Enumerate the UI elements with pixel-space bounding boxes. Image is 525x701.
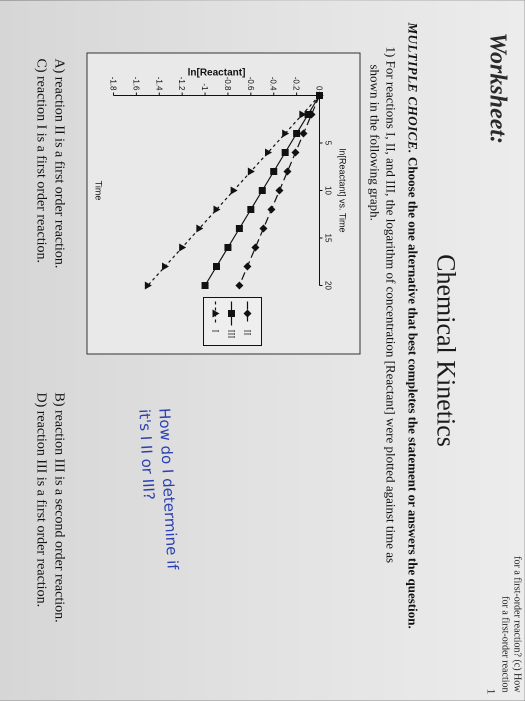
y-axis-label: ln[Reactant]: [187, 67, 246, 79]
answer-option-a[interactable]: A) reaction II is a first order reaction.: [51, 58, 67, 269]
data-point-I: [162, 263, 169, 271]
answer-option-c[interactable]: C) reaction I is a first order reaction.: [33, 58, 49, 263]
x-axis-label: Time: [93, 180, 104, 201]
data-point-II: [299, 130, 307, 138]
x-tick-label: 15: [323, 233, 333, 243]
worksheet-page: [0, 1, 525, 701]
legend-label-III: III: [226, 329, 237, 339]
y-tick-label: -1.6: [131, 76, 141, 91]
ln-reactant-chart: [88, 54, 360, 354]
instructions-body: Choose the one alternative that best completes the statement or answers the question.: [405, 157, 421, 629]
legend-marker-III: [228, 310, 235, 317]
data-point-II: [267, 206, 275, 214]
handwritten-note: [134, 408, 182, 572]
data-point-III: [202, 282, 209, 289]
data-point-III: [247, 206, 254, 213]
data-point-II: [251, 244, 259, 252]
y-tick-label: -0.2: [291, 76, 301, 91]
chart-title: ln[Reactant] vs. Time: [337, 148, 348, 233]
question-line-1: [383, 47, 399, 564]
question-line-2: shown in the following graph.: [367, 64, 383, 221]
data-point-II: [235, 282, 243, 290]
x-tick-label: 20: [323, 281, 333, 290]
y-tick-label: -0.4: [268, 76, 278, 91]
instructions-head: MULTIPLE CHOICE.: [405, 22, 421, 154]
handwritten-line-2: it's I II or III?: [135, 408, 159, 501]
data-point-III: [213, 263, 220, 270]
y-tick-label: -1.8: [108, 76, 118, 91]
corner-line-2: for a first-order reaction: [499, 596, 511, 693]
corner-previous-text: [499, 556, 523, 692]
y-tick-label: -1.4: [154, 76, 164, 91]
data-point-I: [231, 187, 238, 195]
corner-line-1: for a first-order reaction? (c) How: [511, 556, 523, 693]
answer-option-d[interactable]: D) reaction III is a first order reaction.: [33, 392, 49, 608]
chart-frame: [87, 53, 361, 355]
handwritten-line-1: How do I determine if: [155, 407, 182, 570]
rotated-page: [0, 1, 525, 701]
y-tick-label: -0.8: [222, 76, 232, 91]
y-tick-label: -0.6: [245, 76, 255, 91]
data-point-II: [283, 168, 291, 176]
question-number: 1): [383, 46, 399, 58]
question-text-1: For reactions I, II, and III, the logarithm of concentration [Reactant] were plotted against time as: [383, 60, 399, 564]
answer-option-b[interactable]: B) reaction III is a second order reaction.: [51, 392, 67, 623]
data-point-II: [291, 149, 299, 157]
data-point-II: [275, 187, 283, 195]
data-point-I: [282, 130, 289, 138]
page-title: Chemical Kinetics: [431, 254, 461, 447]
worksheet-label: Worksheet:: [484, 32, 511, 145]
y-tick-label: -1: [200, 83, 210, 91]
legend-label-I: I: [210, 329, 221, 333]
data-point-III: [236, 225, 243, 232]
data-point-II: [243, 263, 251, 271]
y-tick-label: 0: [314, 86, 324, 91]
data-point-III: [270, 168, 277, 175]
x-tick-label: 5: [323, 140, 333, 146]
x-tick-label: 10: [323, 186, 333, 195]
data-point-II: [259, 225, 267, 233]
data-point-I: [214, 206, 221, 214]
data-point-III: [282, 149, 289, 156]
legend-label-II: II: [242, 329, 253, 336]
page-number: 1: [484, 688, 499, 695]
data-point-III: [293, 130, 300, 137]
y-tick-label: -1.2: [177, 76, 187, 91]
data-point-III: [224, 244, 231, 251]
instructions: [405, 23, 421, 693]
data-point-III: [259, 187, 266, 194]
